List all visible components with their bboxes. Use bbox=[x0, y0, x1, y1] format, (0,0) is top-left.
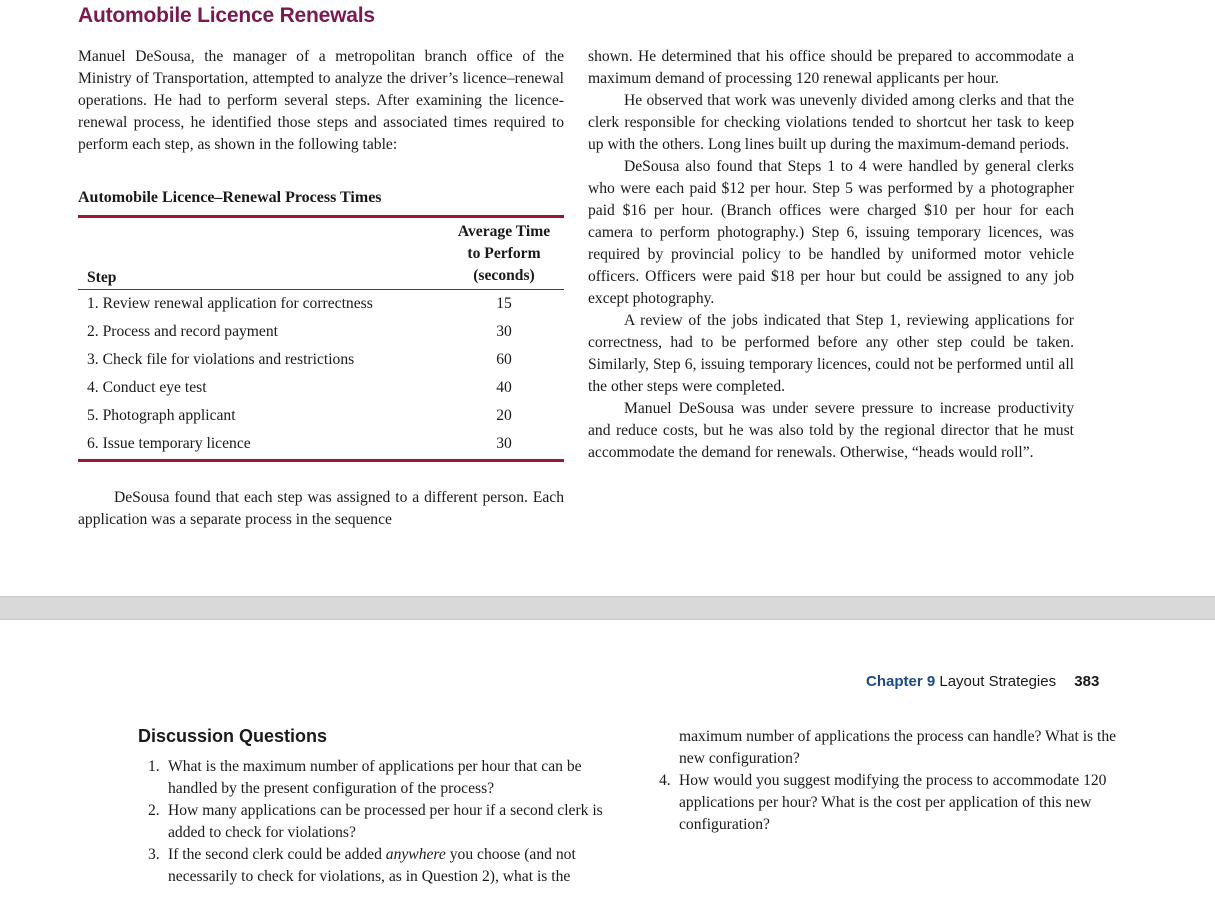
step-cell: 4. Conduct eye test bbox=[87, 379, 207, 396]
discussion-questions-title: Discussion Questions bbox=[138, 726, 328, 746]
case-title: Automobile Licence Renewals bbox=[78, 4, 375, 27]
table-title: Automobile Licence–Renewal Process Times bbox=[78, 189, 382, 206]
right-paragraph: A review of the jobs indicated that Step 1, reviewing applications for correctness, had to be performed before any other step could be taken. Similarly, Step 6, issuing temporary licences, could not be performed until all the other steps were completed. bbox=[588, 312, 1074, 395]
table-row bbox=[78, 346, 564, 374]
header-time-line1: Average Time bbox=[457, 223, 551, 240]
step-cell: 2. Process and record payment bbox=[87, 323, 278, 340]
table-top-rule bbox=[78, 215, 564, 218]
right-paragraph: He observed that work was unevenly divided among clerks and that the clerk responsible for checking violations tended to shortcut her task to keep up with the others. Long lines built up during the maximum-demand periods. bbox=[588, 92, 1074, 153]
right-paragraph: DeSousa also found that Steps 1 to 4 were handled by general clerks who were each paid $12 per hour. Step 5 was performed by a photographer paid $16 per hour. (Branch offices were charged $10 per hour for each camera to perform photography.) Step 6, issuing temporary licences, was required by provincial policy to be handled by uniformed motor vehicle officers. Officers were paid $18 per hour but could be assigned to any job except photography. bbox=[588, 158, 1074, 307]
discussion-questions-left bbox=[138, 756, 626, 888]
question-emphasis: anywhere bbox=[385, 846, 446, 863]
question-text: How would you suggest modifying the process to accommodate 120 applications per hour? What is the cost per application of this new configuration? bbox=[679, 772, 1107, 833]
table-row bbox=[78, 318, 564, 346]
intro-paragraph: Manuel DeSousa, the manager of a metropolitan branch office of the Ministry of Transportation, attempted to analyze the driver’s licence–renewal operations. He had to perform several steps. After examining the licence-renewal process, he identified those steps and associated times required to perform each step, as shown in the following table: bbox=[78, 48, 564, 153]
question-text-continued: maximum number of applications the process can handle? What is the new configuration? bbox=[679, 728, 1117, 767]
step-cell: 5. Photograph applicant bbox=[87, 407, 236, 424]
time-cell: 15 bbox=[496, 295, 512, 312]
step-cell: 3. Check file for violations and restrictions bbox=[87, 351, 355, 368]
header-time-line2: to Perform bbox=[467, 245, 541, 262]
header-average-time bbox=[444, 221, 564, 290]
table-row bbox=[78, 374, 564, 402]
left-column-intro bbox=[78, 46, 564, 156]
running-head-chapter: Chapter 9 bbox=[866, 673, 936, 690]
after-table-paragraph: DeSousa found that each step was assigned to a different person. Each application was a separate process in the sequence bbox=[78, 489, 564, 528]
right-paragraph: Manuel DeSousa was under severe pressure to increase productivity and reduce costs, but he was also told by the regional director that he must accommodate the demand for renewals. Otherwise, “heads would roll”. bbox=[588, 400, 1074, 461]
question-text: What is the maximum number of applications per hour that can be handled by the present configuration of the process? bbox=[168, 758, 582, 797]
right-paragraph: shown. He determined that his office should be prepared to accommodate a maximum demand of processing 120 renewal applicants per hour. bbox=[588, 48, 1074, 87]
step-cell: 6. Issue temporary licence bbox=[87, 435, 251, 452]
question-text: How many applications can be processed per hour if a second clerk is added to check for violations? bbox=[168, 802, 603, 841]
step-cell: 1. Review renewal application for correctness bbox=[87, 295, 373, 312]
time-cell: 30 bbox=[496, 323, 512, 340]
question-item: 1. What is the maximum number of applications per hour that can be handled by the present configuration of the process? bbox=[148, 758, 582, 797]
time-cell: 60 bbox=[496, 351, 512, 368]
process-times-table bbox=[78, 221, 564, 458]
question-item: 2. How many applications can be processed per hour if a second clerk is added to check for violations? bbox=[148, 802, 603, 841]
question-text-a: If the second clerk could be added bbox=[168, 846, 382, 863]
time-cell: 20 bbox=[496, 407, 512, 424]
table-row bbox=[78, 430, 564, 458]
discussion-questions-right bbox=[649, 726, 1135, 836]
running-head bbox=[866, 673, 1099, 690]
left-column-after-table bbox=[78, 487, 564, 531]
table-bottom-rule bbox=[78, 459, 564, 462]
question-item: 4. How would you suggest modifying the process to accommodate 120 applications per hour? What is the cost per application of this new configuration? bbox=[659, 772, 1107, 833]
time-cell: 40 bbox=[496, 379, 512, 396]
table-row bbox=[78, 402, 564, 430]
question-text-b: you choose (and not necessarily to check for violations, as in Question 2), what is the bbox=[168, 846, 576, 885]
table-header-row bbox=[78, 221, 564, 290]
page-separator bbox=[0, 596, 1215, 620]
running-head-section: Layout Strategies bbox=[939, 673, 1057, 690]
table-row bbox=[78, 290, 564, 319]
question-item: 3. If the second clerk could be added anywhere you choose (and not necessarily to check for violations, as in Question 2), what is the bbox=[148, 846, 576, 885]
header-step: Step bbox=[78, 221, 444, 290]
page-number: 383 bbox=[1074, 673, 1100, 690]
question-continuation bbox=[649, 726, 1135, 770]
right-column bbox=[588, 46, 1074, 464]
time-cell: 30 bbox=[496, 435, 512, 452]
header-time-line3: (seconds) bbox=[473, 267, 535, 284]
